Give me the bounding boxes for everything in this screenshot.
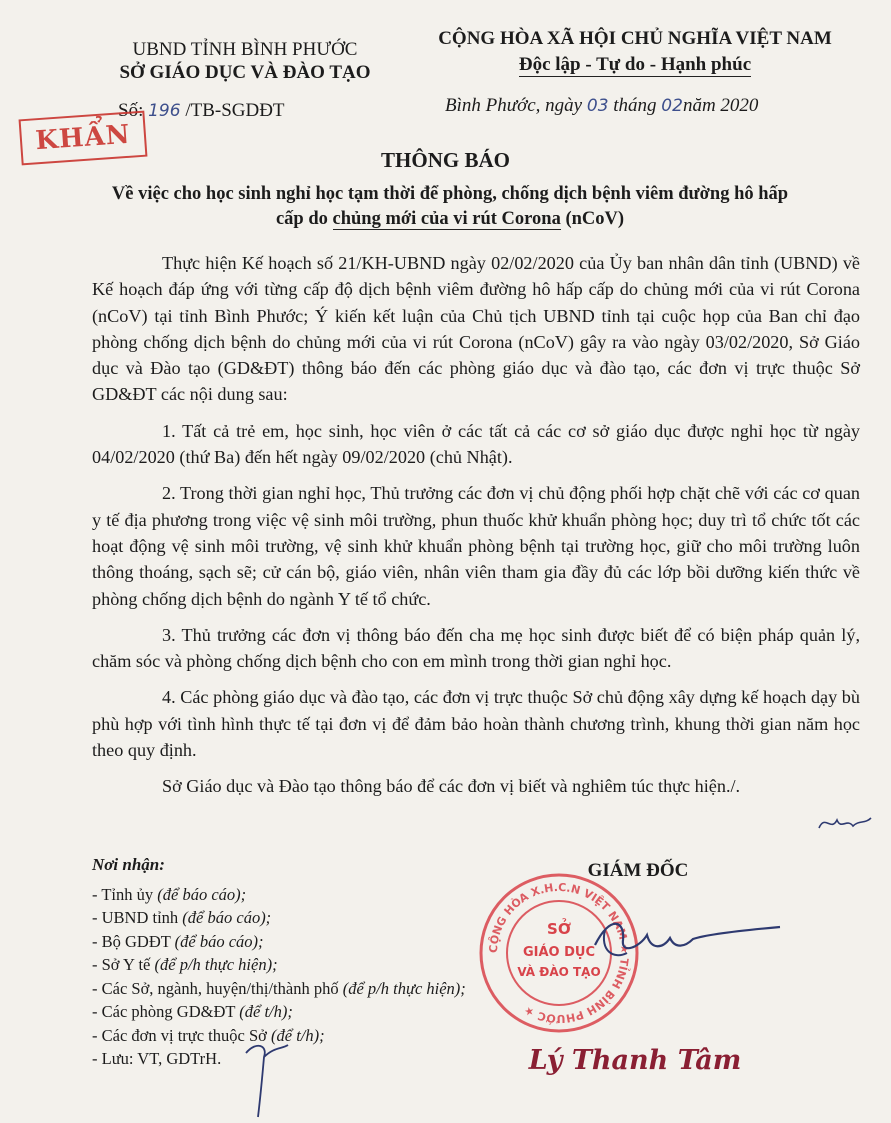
country-name: CỘNG HÒA XÃ HỘI CHỦ NGHĨA VIỆT NAM — [438, 28, 832, 49]
document-title: THÔNG BÁO — [381, 148, 510, 172]
seal-center-line1: SỞ — [547, 920, 571, 938]
document-body — [92, 250, 860, 810]
seal-center-line3: VÀ ĐÀO TẠO — [517, 965, 601, 979]
doc-no-label: Số: — [118, 100, 144, 121]
date-month: 02 — [661, 96, 683, 116]
body-paragraph: 3. Thủ trưởng các đơn vị thông báo đến cha mẹ học sinh được biết để có biện pháp quản lý, chăm sóc và phòng chống dịch bệnh cho con em mình trong thời gian nghỉ học. — [92, 624, 860, 672]
body-paragraph: Sở Giáo dục và Đào tạo thông báo để các đơn vị biết và nghiêm túc thực hiện./. — [162, 776, 741, 797]
initial-mark-icon — [815, 808, 875, 838]
place-date — [445, 95, 758, 117]
seal-outer-text: CỘNG HÒA X.H.C.N VIỆT NAM ★ TỈNH BÌNH PHƯỚC ★ — [486, 880, 632, 1026]
seal-center-line2: GIÁO DỤC — [522, 945, 596, 960]
org-name: SỞ GIÁO DỤC VÀ ĐÀO TẠO — [119, 62, 371, 83]
subtitle-text: Về việc cho học sinh nghỉ học tạm thời để phòng, chống dịch bệnh viêm đường hô hấp cấp do — [111, 184, 789, 229]
national-header — [405, 26, 865, 78]
recipient-item: - Các phòng GD&ĐT (để t/h); — [92, 1002, 293, 1021]
recipient-item: - Bộ GDĐT (để báo cáo); — [92, 931, 264, 951]
org-parent: UBND TỈNH BÌNH PHƯỚC — [132, 39, 358, 60]
doc-no-code: /TB-SGDĐT — [185, 100, 285, 121]
clerk-initials-icon — [238, 1035, 298, 1120]
urgent-stamp: KHẨN — [19, 111, 148, 166]
year-label: năm 2020 — [682, 95, 759, 116]
recipient-item: - Tỉnh ủy (để báo cáo); — [92, 884, 247, 904]
document-subtitle — [100, 182, 800, 232]
body-paragraph: Thực hiện Kế hoạch số 21/KH-UBND ngày 02/02/2020 của Ủy ban nhân dân tỉnh (UBND) về Kế hoạch đáp ứng với từng cấp độ dịch bệnh viêm đường hô hấp cấp do chủng mới của vi rút Corona (nCoV) tại tỉnh Bình Phước; Ý kiến kết luận của Chủ tịch UBND tỉnh tại cuộc họp của Ban chỉ đạo phòng chống dịch bệnh do chủng mới của vi rút Corona (nCoV) gây ra vào ngày 03/02/2020, Sở Giáo dục và Đào tạo (GD&ĐT) thông báo đến các phòng giáo dục và đào tạo, các đơn vị trực thuộc Sở GD&ĐT các nội dung sau: — [92, 253, 860, 405]
subtitle-end: (nCoV) — [560, 209, 625, 229]
signer-position: GIÁM ĐỐC — [587, 860, 689, 881]
recipient-item: - UBND tỉnh (để báo cáo); — [92, 908, 272, 927]
body-paragraph: 2. Trong thời gian nghỉ học, Thủ trưởng các đơn vị chủ động phối hợp chặt chẽ với các cơ quan y tế địa phương trong việc vệ sinh môi trường, phun thuốc khử khuẩn phòng học; duy trì tổ chức tốt các hoạt động vệ sinh môi trường, vệ sinh khử khuẩn phòng bệnh tại trường học, giữ cho môi trường luôn thông thoáng, sạch sẽ; cử cán bộ, giáo viên, nhân viên tham gia đầy đủ các lớp bồi dưỡng kiến thức về phòng chống dịch bệnh do ngành Y tế tổ chức. — [92, 483, 860, 609]
doc-no-handwritten: 196 — [148, 101, 181, 121]
recipient-item: - Các Sở, ngành, huyện/thị/thành phố (để p/h thực hiện); — [92, 978, 466, 998]
recipient-item: - Các đơn vị trực thuộc Sở (để t/h); — [92, 1025, 325, 1045]
issuing-authority — [95, 38, 395, 84]
recipients-heading: Nơi nhận: — [92, 855, 165, 874]
director-signature-icon — [585, 905, 785, 975]
place-date-prefix: Bình Phước, ngày — [445, 95, 583, 116]
national-motto: Độc lập - Tự do - Hạnh phúc — [518, 54, 752, 75]
body-paragraph: 1. Tất cả trẻ em, học sinh, học viên ở các tất cả các cơ sở giáo dục được nghỉ học từ ngày 04/02/2020 (thứ Ba) đến hết ngày 09/02/2020 (chủ Nhật). — [92, 420, 860, 468]
recipients-list — [92, 853, 512, 1071]
recipient-item: - Sở Y tế (để p/h thực hiện); — [92, 955, 278, 974]
month-label: tháng — [613, 95, 657, 116]
subtitle-underlined: chủng mới của vi rút Corona — [332, 209, 561, 229]
signer-name: Lý Thanh Tâm — [528, 1045, 742, 1076]
date-day: 03 — [586, 96, 609, 116]
body-paragraph: 4. Các phòng giáo dục và đào tạo, các đơn vị trực thuộc Sở chủ động xây dựng kế hoạch dạy bù phù hợp với tình hình thực tế tại đơn vị để đảm bảo hoàn thành chương trình, khung thời gian năm học theo quy định. — [92, 687, 860, 761]
recipient-item: - Lưu: VT, GDTrH. — [92, 1049, 222, 1068]
